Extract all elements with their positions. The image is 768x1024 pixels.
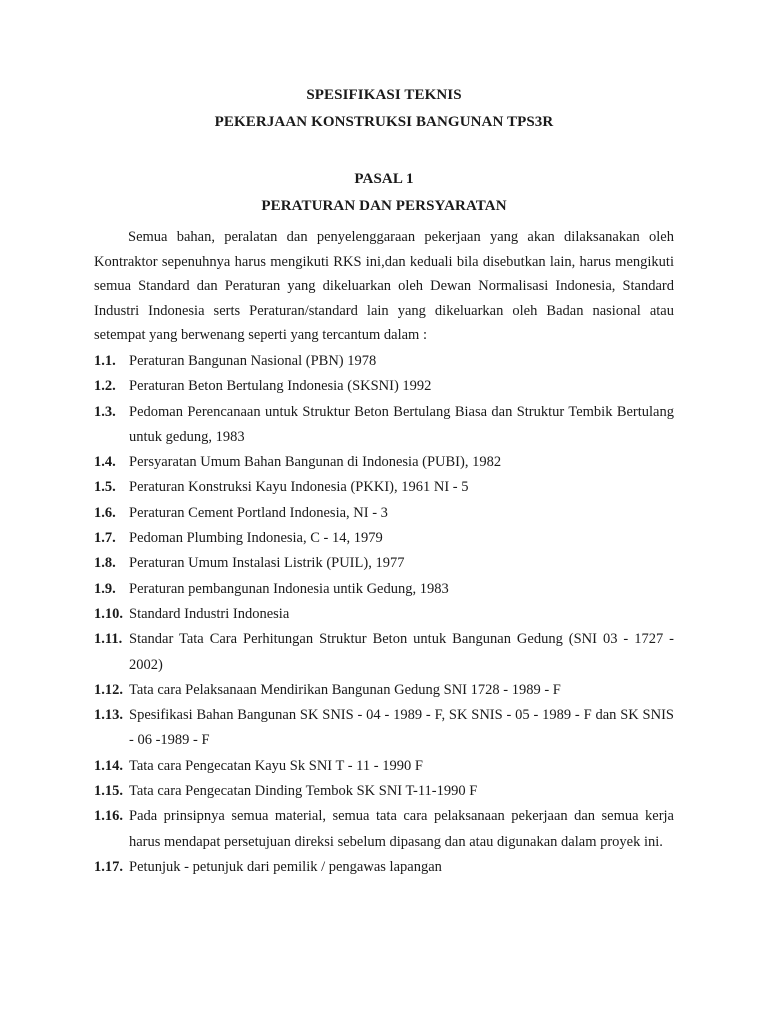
list-item-number: 1.6. <box>94 504 116 521</box>
list-item <box>94 754 674 779</box>
list-item-text: Pedoman Plumbing Indonesia, C - 14, 1979 <box>129 530 383 547</box>
list-item-number: 1.13. <box>94 707 123 724</box>
list-item-text: Standar Tata Cara Perhitungan Struktur Beton untuk Bangunan Gedung (SNI 03 - 1727 - 2002) <box>129 631 674 673</box>
list-item-number: 1.11. <box>94 631 123 648</box>
list-item <box>94 602 674 627</box>
list-item-number: 1.17. <box>94 858 123 875</box>
list-item-text: Peraturan Cement Portland Indonesia, NI - 3 <box>129 504 388 521</box>
list-item-text: Peraturan Konstruksi Kayu Indonesia (PKKI), 1961 NI - 5 <box>129 479 469 496</box>
list-item-text: Peraturan Bangunan Nasional (PBN) 1978 <box>129 353 377 369</box>
list-item-text: Pedoman Perencanaan untuk Struktur Beton Bertulang Biasa dan Struktur Tembik Bertulang untuk gedung, 1983 <box>129 403 674 445</box>
document-subtitle: PEKERJAAN KONSTRUKSI BANGUNAN TPS3R <box>214 114 554 130</box>
list-item-text: Petunjuk - petunjuk dari pemilik / pengawas lapangan <box>129 858 442 875</box>
list-item-number: 1.4. <box>94 454 116 471</box>
list-item-text: Standard Industri Indonesia <box>129 605 290 622</box>
list-item-text: Persyaratan Umum Bahan Bangunan di Indonesia (PUBI), 1982 <box>129 454 502 471</box>
list-item <box>94 577 674 602</box>
list-item-text: Pada prinsipnya semua material, semua tata cara pelaksanaan pekerjaan dan semua kerja harus mendapat persetujuan direksi sebelum dipasang dan atau digunakan dalam proyek ini. <box>129 808 674 850</box>
list-item <box>94 551 674 576</box>
list-item-number: 1.1. <box>94 353 116 369</box>
list-item <box>94 804 674 855</box>
list-item-text: Spesifikasi Bahan Bangunan SK SNIS - 04 - 1989 - F, SK SNIS - 05 - 1989 - F dan SK SNIS - 06 -1989 - F <box>129 707 674 749</box>
list-item-text: Tata cara Pengecatan Dinding Tembok SK SNI T-11-1990 F <box>129 783 478 800</box>
list-item <box>94 526 674 551</box>
list-item <box>94 374 674 399</box>
list-item-number: 1.12. <box>94 681 123 698</box>
list-item <box>94 703 674 754</box>
list-item-number: 1.3. <box>94 403 116 420</box>
list-item <box>94 627 674 678</box>
list-item-number: 1.2. <box>94 378 116 395</box>
intro-paragraph: Semua bahan, peralatan dan penyelenggaraan pekerjaan yang akan dilaksanakan oleh Kontraktor sepenuhnya harus mengikuti RKS ini,dan keduali bila disebutkan lain, harus mengikuti semua Standard dan Peraturan yang dikeluarkan oleh Dewan Normalisasi Indonesia, Standard Industri Indonesia serts Peraturan/standard lain yang dikeluarkan oleh Badan nasional atau setempat yang berwenang seperti yang tercantum dalam : <box>94 229 674 344</box>
list-item <box>94 450 674 475</box>
list-item <box>94 475 674 500</box>
document-title: SPESIFIKASI TEKNIS <box>306 87 462 103</box>
list-item-number: 1.5. <box>94 479 116 496</box>
list-item <box>94 501 674 526</box>
list-item-number: 1.15. <box>94 783 123 800</box>
list-item <box>94 400 674 451</box>
list-item <box>94 678 674 703</box>
list-item-text: Tata cara Pelaksanaan Mendirikan Bangunan Gedung SNI 1728 - 1989 - F <box>129 681 561 698</box>
list-item-number: 1.8. <box>94 555 116 572</box>
list-item-text: Peraturan Umum Instalasi Listrik (PUIL), 1977 <box>129 555 405 572</box>
list-item-number: 1.16. <box>94 808 123 825</box>
list-item-text: Peraturan pembangunan Indonesia untik Gedung, 1983 <box>129 580 449 597</box>
list-item-number: 1.10. <box>94 605 123 622</box>
list-item-number: 1.7. <box>94 530 116 547</box>
list-item-text: Peraturan Beton Bertulang Indonesia (SKSNI) 1992 <box>129 378 432 395</box>
section-title: PERATURAN DAN PERSYARATAN <box>261 198 507 214</box>
list-item <box>94 779 674 804</box>
section-number: PASAL 1 <box>354 171 414 187</box>
regulation-list <box>94 349 674 880</box>
list-item <box>94 349 674 374</box>
list-item-text: Tata cara Pengecatan Kayu Sk SNI T - 11 - 1990 F <box>129 757 423 774</box>
list-item-number: 1.14. <box>94 757 123 774</box>
list-item <box>94 855 674 880</box>
list-item-number: 1.9. <box>94 580 116 597</box>
